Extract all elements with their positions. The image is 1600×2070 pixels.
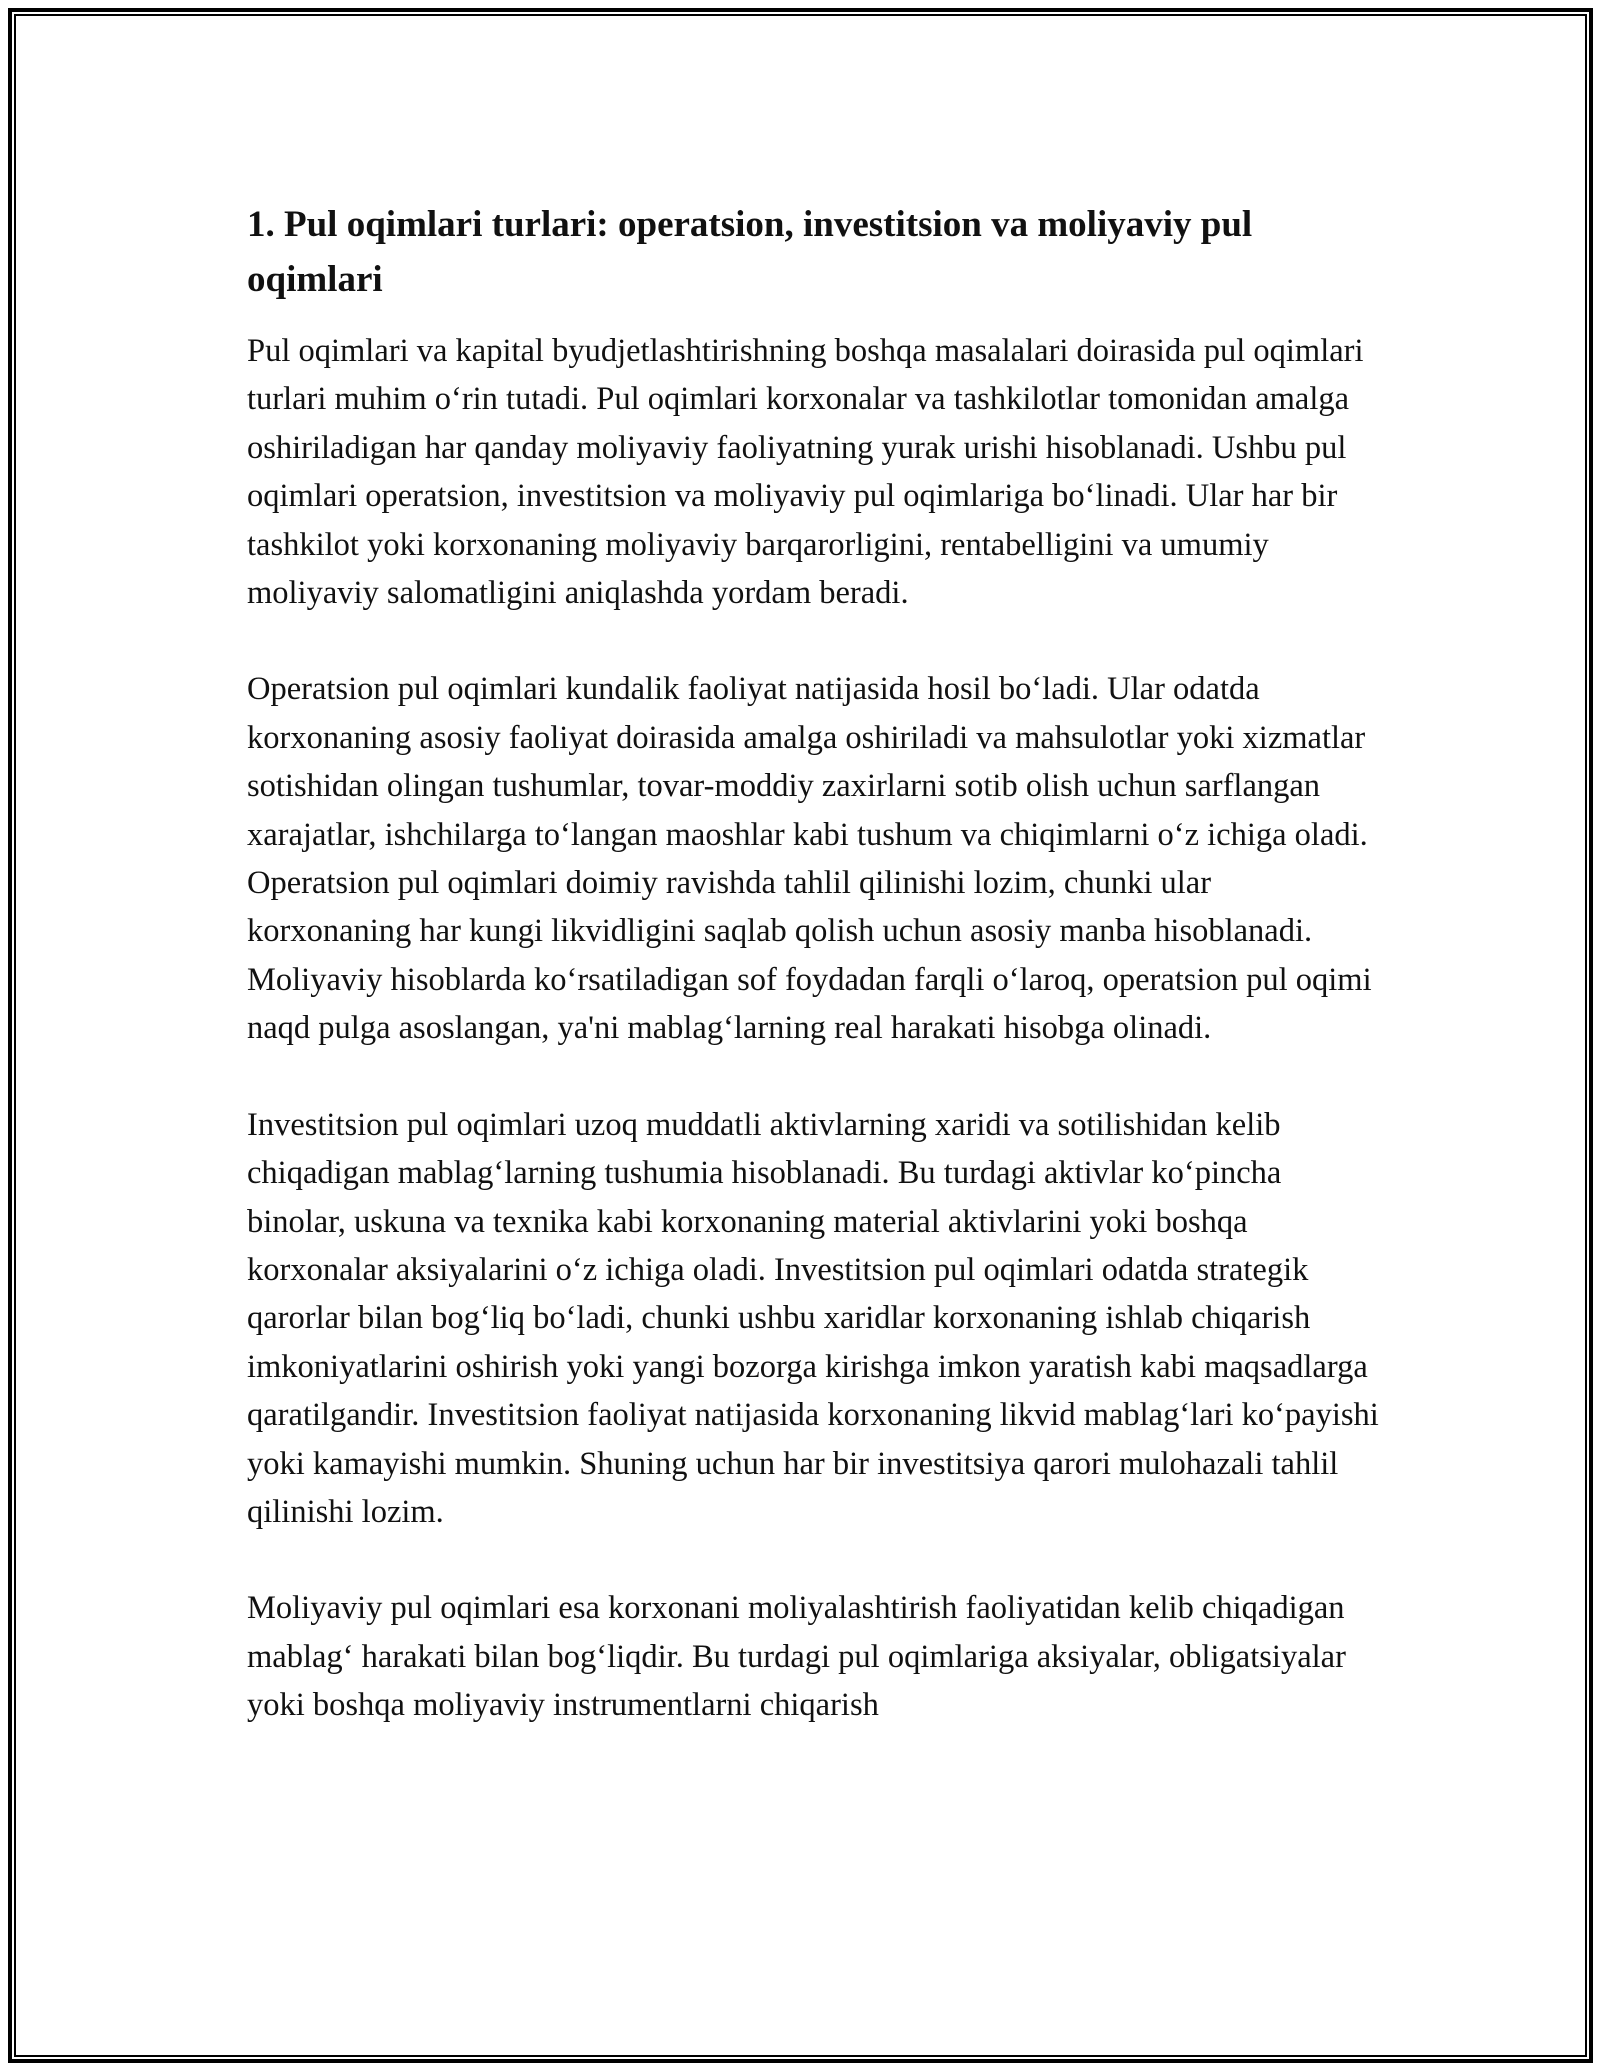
paragraph-investment-cash-flows: Investitsion pul oqimlari uzoq muddatli aktivlarning xaridi va sotilishidan kelib chiqadigan mablag‘larning tushumia hisoblanadi. Bu turdagi aktivlar ko‘pincha binolar, uskuna va texnika kabi korxonaning material aktivlarini yoki boshqa korxonalar aksiyalarini o‘z ichiga oladi. Investitsion pul oqimlari odatda strategik qarorlar bilan bog‘liq bo‘ladi, chunki ushbu xaridlar korxonaning ishlab chiqarish imkoniyatlarini oshirish yoki yangi bozorga kirishga imkon yaratish kabi maqsadlarga qaratilgandir. Investitsion faoliyat natijasida korxonaning likvid mablag‘lari ko‘payishi yoki kamayishi mumkin. Shuning uchun har bir investitsiya qarori mulohazali tahlil qilinishi lozim. (247, 1106, 1379, 1530)
page-frame (8, 8, 1593, 2063)
paragraph-financial-cash-flows: Moliyaviy pul oqimlari esa korxonani moliyalashtirish faoliyatidan kelib chiqadigan mablag‘ harakati bilan bog‘liqdir. Bu turdagi pul oqimlariga aksiyalar, obligatsiyalar yoki boshqa moliyaviy instrumentlarni chiqarish (247, 1590, 1346, 1724)
document-content (247, 197, 1382, 1778)
section-heading: 1. Pul oqimlari turlari: operatsion, investitsion va moliyaviy pul oqimlari (247, 204, 1253, 300)
paragraph-operational-cash-flows: Operatsion pul oqimlari kundalik faoliyat natijasida hosil bo‘ladi. Ular odatda korxonaning asosiy faoliyat doirasida amalga oshiriladi va mahsulotlar yoki xizmatlar sotishidan olingan tushumlar, tovar-moddiy zaxirlarni sotib olish uchun sarflangan xarajatlar, ishchilarga to‘langan maoshlar kabi tushum va chiqimlarni o‘z ichiga oladi. Operatsion pul oqimlari doimiy ravishda tahlil qilinishi lozim, chunki ular korxonaning har kungi likvidligini saqlab qolish uchun asosiy manba hisoblanadi. Moliyaviy hisoblarda ko‘rsatiladigan sof foydadan farqli o‘laroq, operatsion pul oqimi naqd pulga asoslangan, ya'ni mablag‘larning real harakati hisobga olinadi. (247, 671, 1372, 1047)
paragraph-intro: Pul oqimlari va kapital byudjetlashtirishning boshqa masalalari doirasida pul oqimlari turlari muhim o‘rin tutadi. Pul oqimlari korxonalar va tashkilotlar tomonidan amalga oshiriladigan har qanday moliyaviy faoliyatning yurak urishi hisoblanadi. Ushbu pul oqimlari operatsion, investitsion va moliyaviy pul oqimlariga bo‘linadi. Ular har bir tashkilot yoki korxonaning moliyaviy barqarorligini, rentabelligini va umumiy moliyaviy salomatligini aniqlashda yordam beradi. (247, 333, 1364, 612)
